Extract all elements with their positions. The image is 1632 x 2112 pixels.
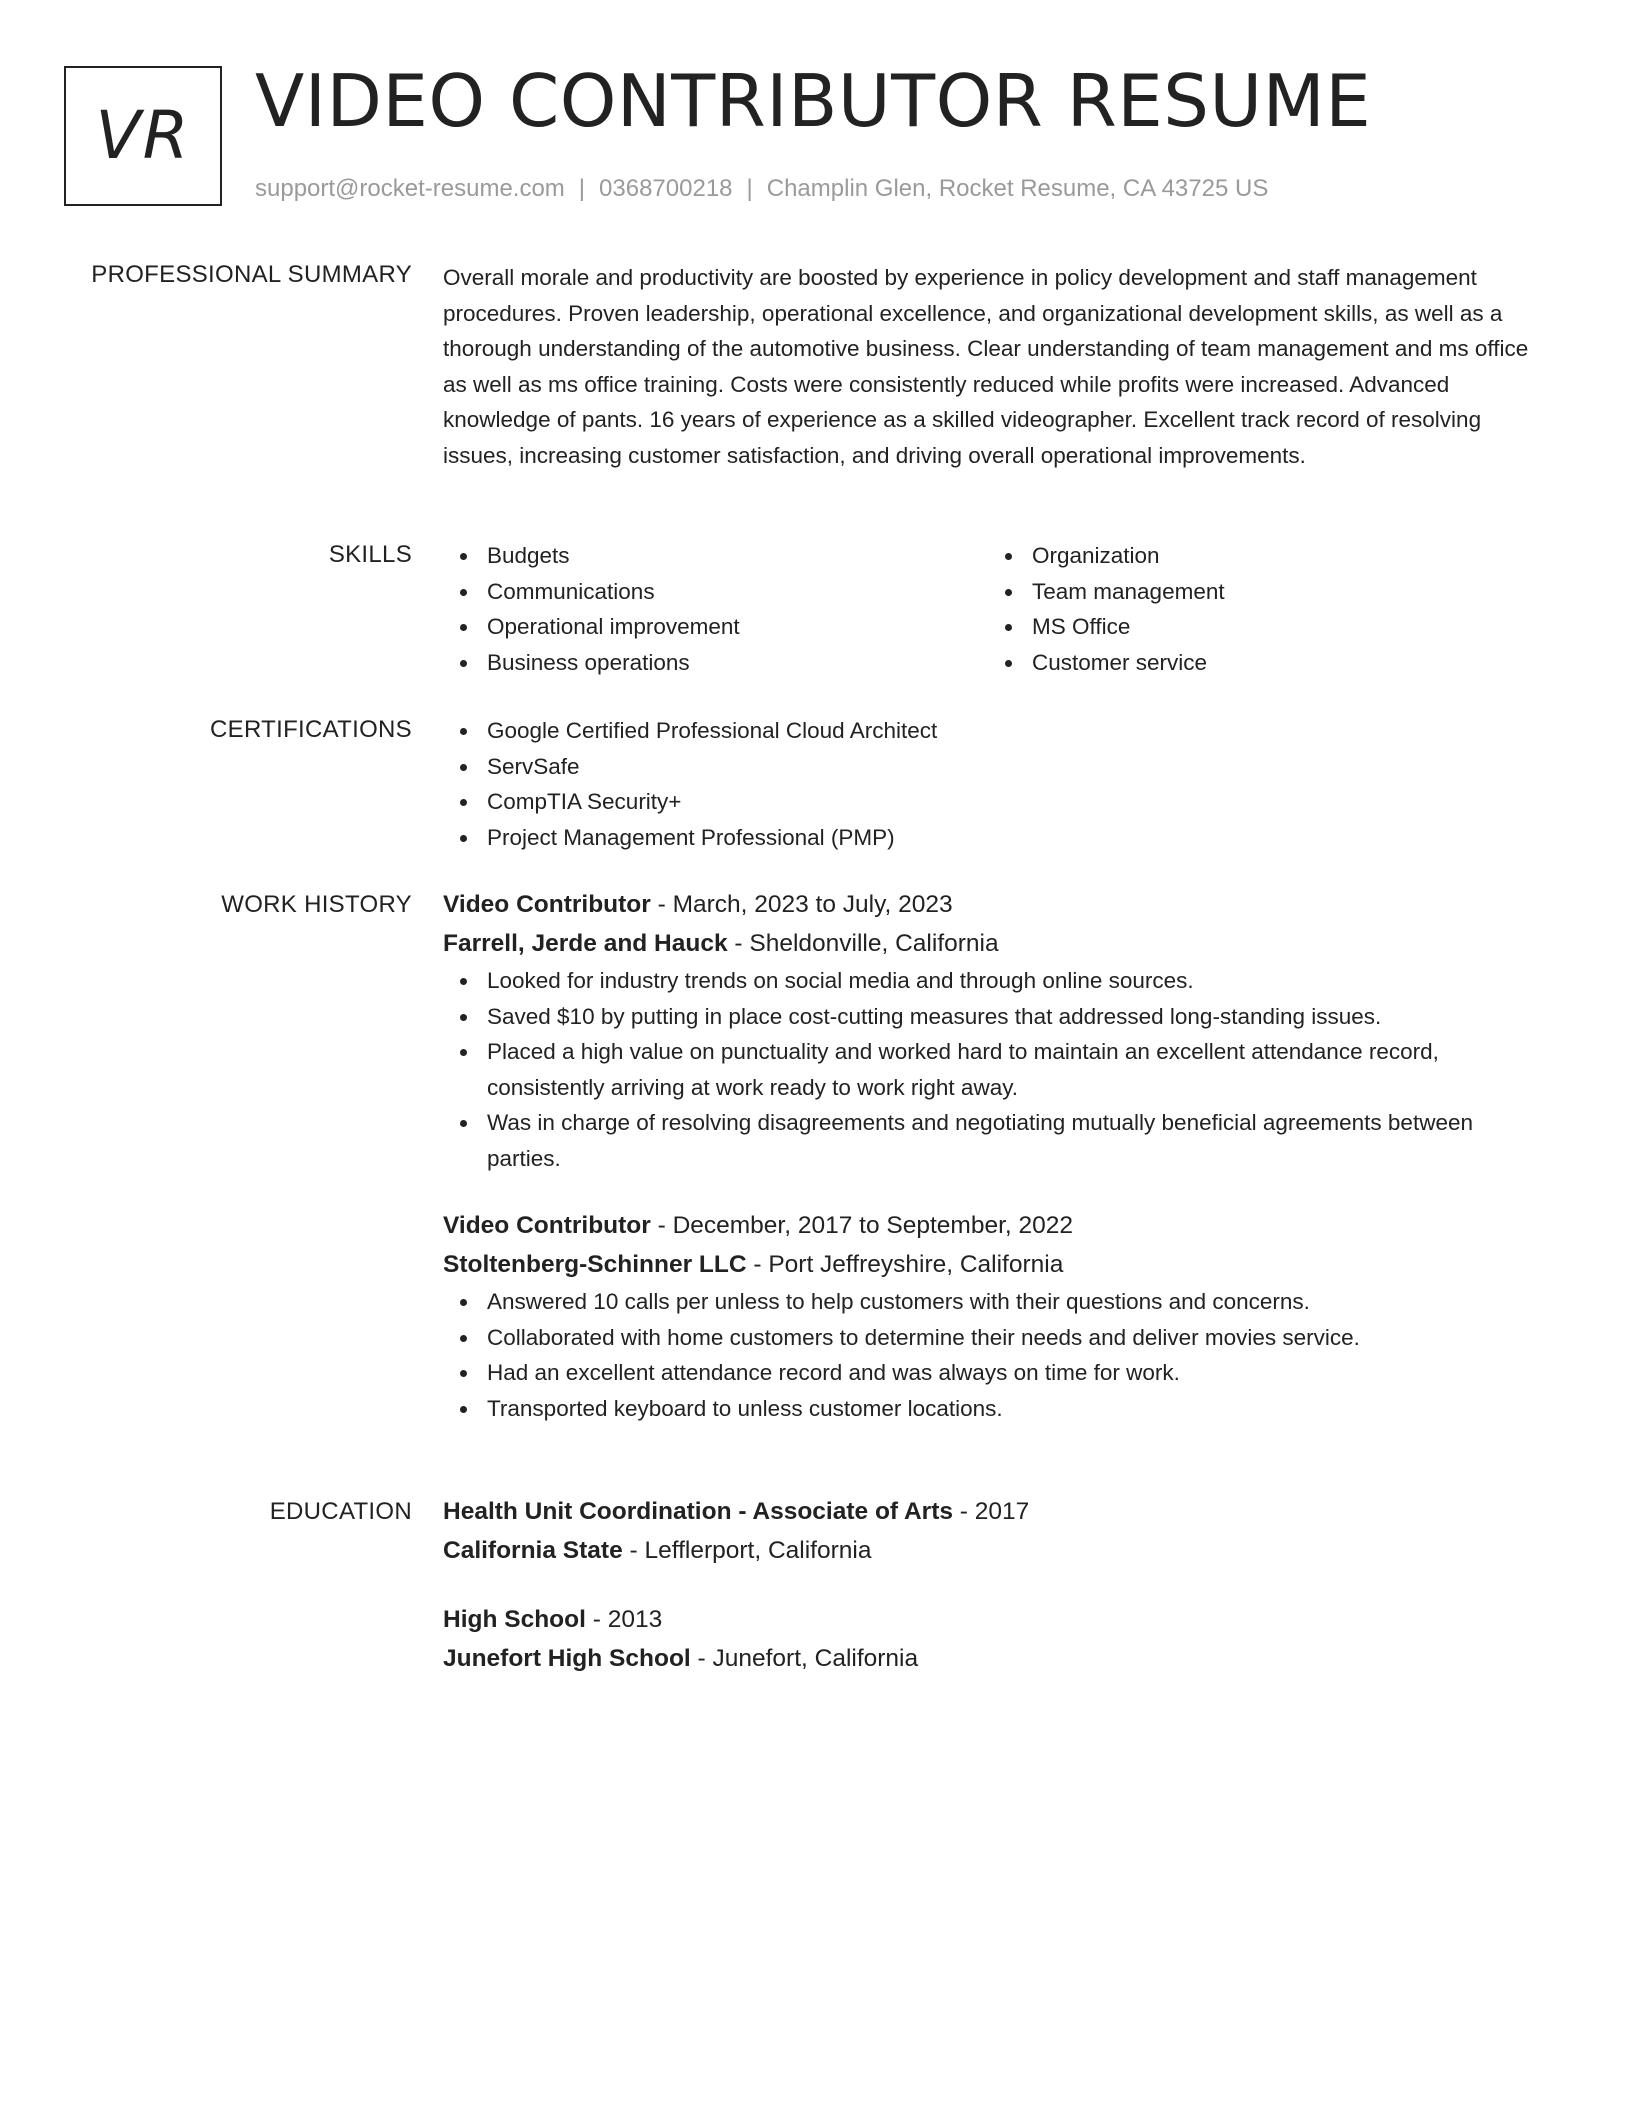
education-location: - Junefort, California: [690, 1645, 919, 1672]
job-bullet: Transported keyboard to unless customer locations.: [443, 1391, 1553, 1427]
skill-item: Operational improvement: [443, 609, 988, 645]
education-degree-line: [443, 1600, 1553, 1639]
section-label-skills: SKILLS: [328, 541, 412, 568]
contact-email: support@rocket-resume.com: [255, 175, 565, 202]
education-location: - Lefflerport, California: [622, 1537, 872, 1564]
education-degree-line: [443, 1492, 1553, 1531]
skill-item: Business operations: [443, 645, 988, 681]
education-school-line: [443, 1531, 1553, 1570]
job-title-line: [443, 885, 1553, 924]
skill-item: Customer service: [988, 645, 1533, 681]
certification-item: Project Management Professional (PMP): [443, 820, 1553, 856]
certification-item: CompTIA Security+: [443, 784, 1553, 820]
skill-item: MS Office: [988, 609, 1533, 645]
job-dates: - December, 2017 to September, 2022: [650, 1212, 1074, 1239]
job-company: Farrell, Jerde and Hauck: [443, 930, 728, 957]
job-title: Video Contributor: [443, 1212, 651, 1239]
job-bullet: Answered 10 calls per unless to help customers with their questions and concerns.: [443, 1284, 1553, 1320]
job-company: Stoltenberg-Schinner LLC: [443, 1251, 747, 1278]
skills-list-left: [443, 538, 988, 680]
education-degree: High School: [443, 1606, 586, 1633]
contact-phone: 0368700218: [599, 175, 733, 202]
job-bullet-list: [443, 1284, 1553, 1426]
monogram-badge: [64, 66, 222, 206]
job-location: - Port Jeffreyshire, California: [746, 1251, 1064, 1278]
education-school: California State: [443, 1537, 623, 1564]
job-title: Video Contributor: [443, 891, 651, 918]
job-title-line: [443, 1206, 1553, 1245]
skills-list-right: [988, 538, 1533, 680]
contact-separator: |: [746, 175, 753, 202]
job-bullet-list: [443, 963, 1553, 1176]
skill-item: Organization: [988, 538, 1533, 574]
job-location: - Sheldonville, California: [727, 930, 999, 957]
resume-title: VIDEO CONTRIBUTOR RESUME: [255, 59, 1372, 143]
education-year: - 2017: [953, 1498, 1030, 1525]
job-entry: [443, 1206, 1553, 1426]
education-year: - 2013: [585, 1606, 663, 1633]
contact-address: Champlin Glen, Rocket Resume, CA 43725 US: [766, 175, 1269, 202]
education-school-line: [443, 1639, 1553, 1678]
education-entry: [443, 1492, 1553, 1570]
skill-item: Budgets: [443, 538, 988, 574]
job-company-line: [443, 1245, 1553, 1284]
certification-item: Google Certified Professional Cloud Architect: [443, 713, 1553, 749]
job-entry: [443, 885, 1553, 1176]
certification-item: ServSafe: [443, 749, 1553, 785]
job-bullet: Had an excellent attendance record and was always on time for work.: [443, 1355, 1553, 1391]
section-label-summary: PROFESSIONAL SUMMARY: [91, 261, 412, 288]
skill-item: Communications: [443, 574, 988, 610]
job-bullet: Collaborated with home customers to determine their needs and deliver movies service.: [443, 1320, 1553, 1356]
section-label-work-history: WORK HISTORY: [221, 891, 412, 918]
job-bullet: Was in charge of resolving disagreements and negotiating mutually beneficial agreements between parties.: [443, 1105, 1553, 1176]
monogram-initials: VR: [95, 96, 191, 174]
job-bullet: Looked for industry trends on social media and through online sources.: [443, 963, 1553, 999]
section-label-education: EDUCATION: [269, 1498, 412, 1525]
education-entry: [443, 1600, 1553, 1678]
education-school: Junefort High School: [443, 1645, 691, 1672]
job-company-line: [443, 924, 1553, 963]
contact-separator: |: [578, 175, 586, 202]
contact-line: [255, 172, 1268, 206]
certifications-list: [443, 713, 1553, 855]
skill-item: Team management: [988, 574, 1533, 610]
job-bullet: Saved $10 by putting in place cost-cutting measures that addressed long-standing issues.: [443, 999, 1553, 1035]
education-degree: Health Unit Coordination - Associate of Arts: [443, 1498, 953, 1525]
job-dates: - March, 2023 to July, 2023: [650, 891, 953, 918]
summary-text: Overall morale and productivity are boosted by experience in policy development and staff management procedures. Proven leadership, operational excellence, and organizational development skills, as well as a thorough understanding of the automotive business. Clear understanding of team management and ms office as well as ms office training. Costs were consistently reduced while profits were increased. Advanced knowledge of pants. 16 years of experience as a skilled videographer. Excellent track record of resolving issues, increasing customer satisfaction, and driving overall operational improvements.: [443, 265, 1529, 468]
job-bullet: Placed a high value on punctuality and worked hard to maintain an excellent attendance record, consistently arriving at work ready to work right away.: [443, 1034, 1553, 1105]
section-label-certifications: CERTIFICATIONS: [210, 716, 412, 743]
